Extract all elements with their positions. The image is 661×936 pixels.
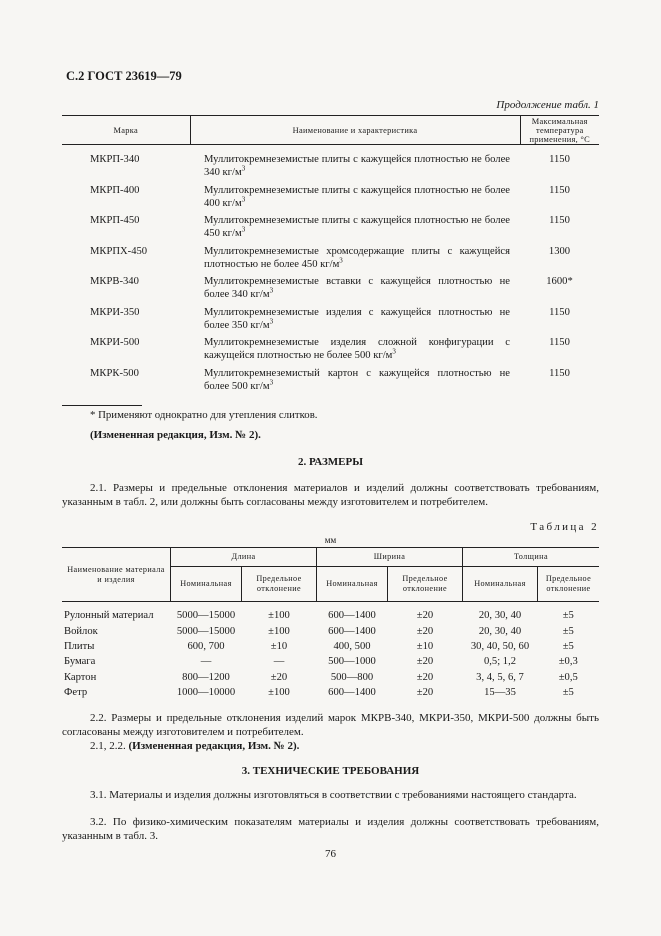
t2-cell: ±5 [562, 640, 574, 652]
t2-cell: 3, 4, 5, 6, 7 [476, 671, 524, 683]
edition-note-2 [62, 740, 599, 754]
table-row [62, 214, 599, 245]
t2-cell: — [273, 656, 285, 668]
t2-cell: 20, 30, 40 [478, 625, 522, 637]
t1-description [190, 145, 520, 184]
table-row [62, 639, 599, 654]
t1-header-mark: Марка [62, 116, 190, 145]
t2-material-name: Фетр [64, 687, 88, 699]
t2-material-name: Рулонный материал [64, 610, 154, 622]
t1-temperature: 1150 [549, 337, 570, 348]
t1-mark: МКРИ-500 [90, 337, 140, 348]
t2-cell: ±0,3 [558, 656, 578, 668]
t2-sub-deviation: Предельное отклонение [388, 567, 463, 602]
t2-cell: ±10 [270, 640, 288, 652]
t2-cell: ±5 [562, 610, 574, 622]
t1-temperature: 1600* [546, 276, 573, 287]
t1-temperature: 1150 [549, 154, 570, 165]
t2-header-length: Длина [171, 548, 317, 567]
t1-description-text: Муллитокремнеземистые вставки с кажущейся плотностью не более 340 кг/м [204, 276, 510, 300]
t2-sub-nominal: Номинальная [317, 567, 388, 602]
table-row [62, 623, 599, 638]
t2-cell: ±100 [268, 610, 290, 622]
t1-temperature: 1150 [549, 215, 570, 226]
table-row [62, 367, 599, 398]
table-row [62, 184, 599, 215]
t2-cell: 800—1200 [182, 671, 230, 683]
table-row [62, 670, 599, 685]
t1-description-text: Муллитокремнеземистые плиты с кажущейся плотностью не более 340 кг/м [204, 154, 510, 178]
page-number: 76 [325, 848, 336, 860]
t2-material-name: Бумага [64, 656, 96, 668]
table-row [62, 145, 599, 184]
t1-header-name: Наименование и характеристика [190, 116, 520, 145]
t2-cell: 1000—10000 [176, 687, 236, 699]
table-row [62, 245, 599, 276]
t2-material-name: Плиты [64, 640, 95, 652]
table-row [62, 275, 599, 306]
t1-unit-superscript: 3 [392, 347, 396, 356]
table-2-label: Таблица 2 [530, 521, 599, 533]
t2-cell: ±20 [416, 625, 434, 637]
t1-temperature: 1150 [549, 184, 570, 196]
footnote-rule [62, 405, 142, 406]
t1-description-text: Муллитокремнеземистый картон с кажущейся плотностью не более 500 кг/м [204, 367, 510, 392]
table-continuation-label: Продолжение табл. 1 [496, 99, 599, 111]
t1-mark: МКРПХ-450 [90, 245, 148, 257]
t1-header-temp: Максимальная температура применения, °С [520, 116, 599, 145]
t2-header-width: Ширина [317, 548, 463, 567]
section-2-title: 2. РАЗМЕРЫ [297, 456, 364, 468]
t1-mark: МКРК-500 [90, 367, 139, 379]
t2-cell: ±10 [416, 640, 434, 652]
t2-sub-deviation: Предельное отклонение [242, 567, 317, 602]
t2-sub-nominal: Номинальная [463, 567, 538, 602]
paragraph-2-2: 2.2. Размеры и предельные отклонения изделий марок МКРВ-340, МКРИ-350, МКРИ-500 должны быть согласованы между изготовителем и потребителем. [62, 712, 599, 738]
paragraph-3-1: 3.1. Материалы и изделия должны изготовляться в соответствии с требованиями настоящего стандарта. [90, 789, 577, 801]
t2-cell: 15—35 [484, 687, 516, 699]
table-2 [62, 547, 599, 700]
t2-cell: ±100 [268, 687, 290, 699]
t1-description [190, 367, 520, 398]
t1-description-text: Муллитокремнеземистые хромсодержащие плиты с кажущейся плотностью не более 450 кг/м [204, 245, 510, 270]
t2-cell: ±5 [562, 687, 574, 699]
t1-mark: МКРВ-340 [90, 276, 139, 287]
t2-cell: ±100 [268, 625, 290, 637]
paragraph-2-1: 2.1. Размеры и предельные отклонения материалов и изделий должны соответствовать требованиям, указанным в табл. 2, или должны быть согласованы между изготовителем и потребителем. [62, 482, 599, 508]
t2-cell: 0,5; 1,2 [483, 656, 517, 668]
t1-mark: МКРП-400 [90, 184, 140, 196]
t2-material-name: Картон [64, 671, 97, 683]
t1-unit-superscript: 3 [269, 377, 274, 386]
t2-cell: ±20 [416, 610, 434, 622]
t1-mark: МКРП-450 [90, 215, 140, 226]
t2-cell: 600, 700 [187, 640, 225, 652]
t2-sub-nominal: Номинальная [171, 567, 242, 602]
t2-cell: 600—1400 [328, 625, 376, 637]
t2-header-name: Наименование материала и изделия [62, 548, 171, 602]
t1-unit-superscript: 3 [241, 225, 246, 234]
t1-mark: МКРП-340 [90, 154, 140, 165]
t1-description-text: Муллитокремнеземистые плиты с кажущейся плотностью не более 450 кг/м [204, 215, 510, 239]
t1-mark: МКРИ-350 [90, 306, 140, 318]
t1-unit-superscript: 3 [241, 164, 246, 173]
t2-cell: 500—800 [330, 671, 374, 683]
table-row [62, 685, 599, 700]
t2-cell: 5000—15000 [176, 610, 236, 622]
footnote: * Применяют однократно для утепления слитков. [90, 409, 318, 421]
edition-note-1: (Измененная редакция, Изм. № 2). [90, 429, 261, 441]
t1-unit-superscript: 3 [269, 286, 274, 295]
table-row [62, 336, 599, 367]
t1-unit-superscript: 3 [241, 194, 246, 203]
t1-description [190, 275, 520, 306]
section-3-title: 3. ТЕХНИЧЕСКИЕ ТРЕБОВАНИЯ [241, 765, 420, 777]
t1-description-text: Муллитокремнеземистые плиты с кажущейся плотностью не более 400 кг/м [204, 184, 510, 209]
t1-description [190, 245, 520, 276]
t2-material-name: Войлок [64, 625, 98, 637]
t1-description [190, 306, 520, 337]
t2-cell: ±5 [562, 625, 574, 637]
t2-cell: 20, 30, 40 [478, 610, 522, 622]
paragraph-3-2: 3.2. По физико-химическим показателям материалы и изделия должны соответствовать требованиям, указанным в табл. 3. [62, 816, 599, 842]
t2-cell: 30, 40, 50, 60 [470, 640, 530, 652]
t2-cell: 400, 500 [333, 640, 371, 652]
t2-sub-deviation: Предельное отклонение [538, 567, 600, 602]
t2-cell: — [200, 656, 212, 668]
t1-temperature: 1300 [548, 245, 571, 257]
t1-description [190, 214, 520, 245]
t2-cell: ±20 [416, 687, 434, 699]
t2-cell: ±20 [416, 656, 434, 668]
t2-cell: ±0,5 [558, 671, 578, 683]
table-1 [62, 115, 599, 397]
t2-cell: 600—1400 [328, 610, 376, 622]
t2-cell: 5000—15000 [176, 625, 236, 637]
table-row [62, 602, 599, 624]
t2-cell: 500—1000 [328, 656, 376, 668]
t2-cell: ±20 [270, 671, 288, 683]
t1-temperature: 1150 [549, 367, 570, 379]
t2-header-thickness: Толщина [463, 548, 600, 567]
edition-note-2-text: (Измененная редакция, Изм. № 2). [128, 740, 300, 752]
t1-unit-superscript: 3 [339, 255, 343, 264]
edition-note-2-prefix: 2.1, 2.2. [90, 740, 129, 752]
t1-temperature: 1150 [549, 306, 570, 318]
t2-cell: ±20 [416, 671, 434, 683]
page-header: С.2 ГОСТ 23619—79 [66, 69, 182, 83]
t1-description-text: Муллитокремнеземистые изделия сложной конфигурации с кажущейся плотностью не более 500 кг/м [204, 337, 510, 361]
t2-cell: 600—1400 [328, 687, 376, 699]
table-row [62, 654, 599, 669]
t1-description [190, 184, 520, 215]
table-row [62, 306, 599, 337]
table-2-unit: мм [324, 535, 337, 545]
t1-unit-superscript: 3 [269, 316, 274, 325]
t1-description [190, 336, 520, 367]
t1-description-text: Муллитокремнеземистые изделия с кажущейся плотностью не более 350 кг/м [204, 306, 510, 331]
